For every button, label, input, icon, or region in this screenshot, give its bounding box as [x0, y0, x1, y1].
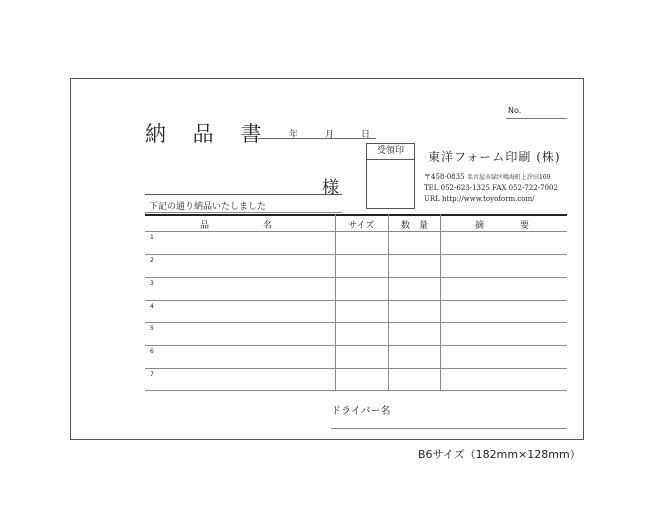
header-quantity: 数 量: [401, 221, 429, 231]
driver-label: ドライバー名: [331, 406, 391, 417]
items-table: [145, 214, 567, 391]
row-number: 2: [150, 257, 154, 264]
date-day-label: 日: [361, 130, 371, 140]
date-field[interactable]: [258, 138, 376, 139]
row-number: 5: [150, 325, 154, 332]
column-divider: [388, 214, 389, 391]
row-number: 3: [150, 280, 154, 287]
table-row[interactable]: [145, 231, 567, 232]
table-row[interactable]: [145, 368, 567, 369]
size-caption: B6サイズ（182mm×128mm）: [418, 448, 581, 461]
row-number: 1: [150, 234, 154, 241]
customer-suffix: 様: [322, 178, 339, 198]
customer-name-field[interactable]: [145, 194, 342, 195]
number-field[interactable]: [506, 118, 567, 119]
row-number: 6: [150, 348, 154, 355]
date-month-label: 月: [325, 130, 335, 140]
table-row[interactable]: [145, 254, 567, 255]
row-number: 4: [150, 303, 154, 310]
number-label: No.: [508, 106, 522, 115]
company-postal: 〒458-0835: [424, 173, 465, 181]
header-size: サイズ: [348, 221, 375, 231]
column-divider: [440, 214, 441, 391]
company-name: 東洋フォーム印刷 (株): [428, 150, 561, 164]
table-row[interactable]: [145, 277, 567, 278]
row-number: 7: [150, 371, 154, 378]
company-address: 名古屋市緑区鳴海町上汐田169: [467, 174, 551, 181]
delivery-note: 下記の通り納品いたしました: [149, 202, 267, 212]
column-divider: [335, 214, 336, 391]
table-row[interactable]: [145, 322, 567, 323]
form-title: 納 品 書: [145, 122, 272, 146]
table-top-border: [145, 214, 567, 216]
note-underline: [145, 212, 342, 213]
receipt-stamp-box[interactable]: [366, 143, 415, 209]
header-item-name: 品 名: [200, 221, 273, 231]
date-year-label: 年: [289, 130, 299, 140]
header-remarks: 摘 要: [475, 221, 530, 231]
company-url: URL http://www.toyoform.com/: [424, 195, 535, 203]
table-row[interactable]: [145, 345, 567, 346]
company-phone: TEL 052-623-1325 FAX 052-722-7002: [424, 184, 558, 192]
stamp-label: 受領印: [367, 144, 414, 160]
table-row[interactable]: [145, 300, 567, 301]
table-bottom-border: [145, 390, 567, 391]
driver-name-field[interactable]: [331, 428, 567, 429]
